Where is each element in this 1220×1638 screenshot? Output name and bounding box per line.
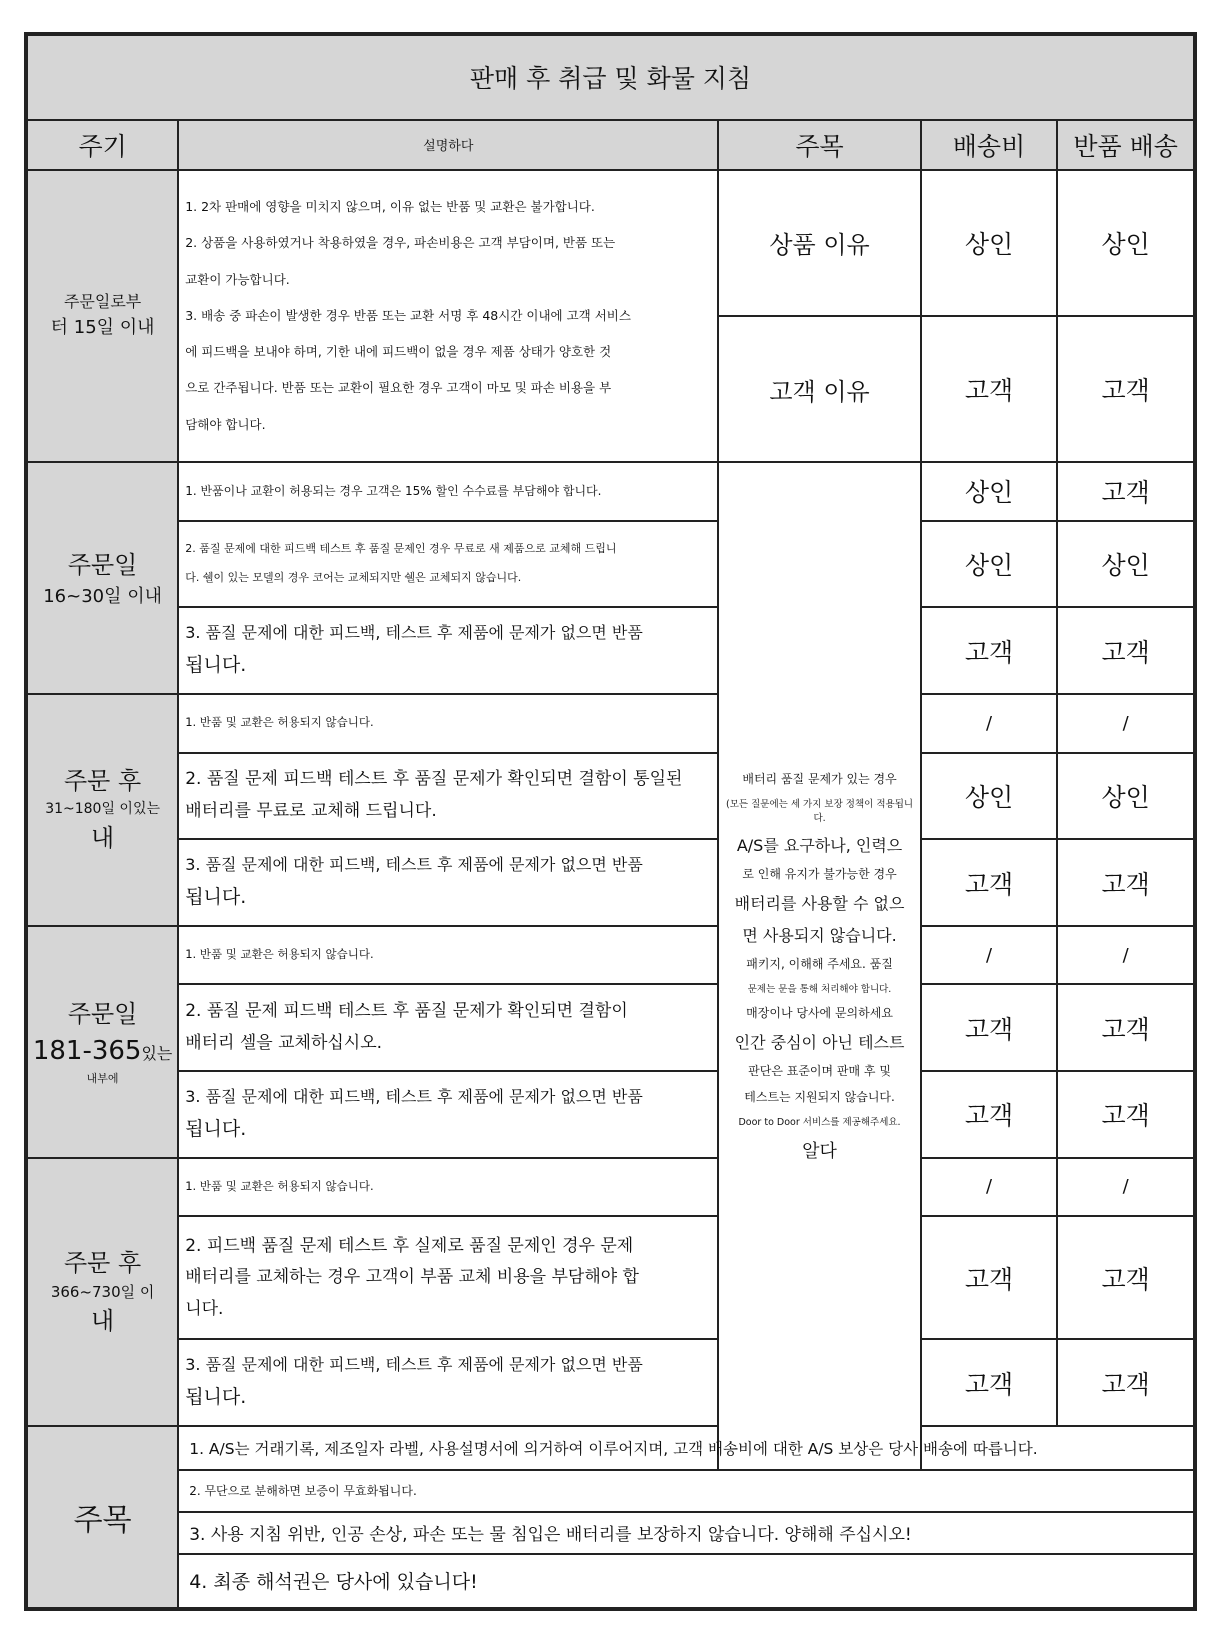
period-text: 16~30일 이내 — [43, 585, 162, 607]
description-cell: 1. 반품 및 교환은 허용되지 않습니다. — [178, 1158, 718, 1216]
description-line: 2. 품질 문제 피드백 테스트 후 품질 문제가 확인되면 결함이 통일된 — [185, 769, 683, 790]
description-line: 2. 품질 문제에 대한 피드백 테스트 후 품질 문제인 경우 무료로 새 제품으로 교체해 드립니 — [185, 542, 617, 556]
description-cell — [178, 753, 718, 840]
period-cell-31-180-days — [27, 694, 178, 926]
period-text: 내 — [91, 824, 115, 853]
description-cell: 1. 반품 및 교환은 허용되지 않습니다. — [178, 694, 718, 752]
period-text: 내부에 — [86, 1072, 119, 1086]
note-line: Door to Door 서비스를 제공해주세요. — [738, 1116, 901, 1128]
return-shipping-cell: 고객 — [1057, 607, 1194, 694]
shipping-fee-cell: / — [921, 1158, 1058, 1216]
period-cell-366-730-days — [27, 1158, 178, 1426]
policy-table-frame — [24, 32, 1197, 1611]
description-cell — [178, 170, 718, 462]
description-line: 3. 품질 문제에 대한 피드백, 테스트 후 제품에 문제가 없으면 반품 — [185, 855, 643, 875]
return-shipping-cell: 고객 — [1057, 839, 1194, 926]
description-line: 됩니다. — [185, 1386, 247, 1409]
header-description: 설명하다 — [178, 120, 718, 170]
footer-line: 3. 사용 지침 위반, 인공 손상, 파손 또는 물 침입은 배터리를 보장하지 않습니다. 양해해 주십시오! — [178, 1512, 1194, 1554]
shipping-fee-cell: 고객 — [921, 839, 1058, 926]
description-line: 3. 품질 문제에 대한 피드백, 테스트 후 제품에 문제가 없으면 반품 — [185, 623, 643, 643]
return-shipping-cell: 고객 — [1057, 984, 1194, 1071]
period-cell-15-days — [27, 170, 178, 462]
description-cell — [178, 839, 718, 926]
description-cell — [178, 1339, 718, 1426]
note-line: 매장이나 당사에 문의하세요 — [746, 1005, 893, 1020]
note-line: 문제는 문을 통해 처리해야 합니다. — [747, 983, 892, 995]
description-cell — [178, 1071, 718, 1158]
shipping-fee-cell: 상인 — [921, 521, 1058, 608]
return-shipping-cell: / — [1057, 926, 1194, 984]
description-cell: 1. 반품이나 교환이 허용되는 경우 고객은 15% 할인 수수료를 부담해야 합니다. — [178, 462, 718, 520]
note-cell: 고객 이유 — [718, 316, 920, 462]
description-line: 다. 쉘이 있는 모델의 경우 코어는 교체되지만 쉘은 교체되지 않습니다. — [185, 570, 522, 584]
period-text: 있는 — [141, 1044, 173, 1064]
shipping-fee-cell: 고객 — [921, 1216, 1058, 1339]
period-text: 주문 후 — [64, 767, 142, 796]
return-shipping-cell: 고객 — [1057, 1339, 1194, 1426]
return-shipping-cell: 상인 — [1057, 521, 1194, 608]
note-line: (모든 질문에는 세 가지 보장 정책이 적용됩니다. — [726, 798, 914, 824]
shipping-fee-cell: 고객 — [921, 1071, 1058, 1158]
description-line: 니다. — [185, 1298, 224, 1319]
note-cell: 상품 이유 — [718, 170, 920, 316]
footer-label: 주목 — [27, 1426, 178, 1608]
description-line: 3. 품질 문제에 대한 피드백, 테스트 후 제품에 문제가 없으면 반품 — [185, 1087, 643, 1107]
description-line: 배터리를 무료로 교체해 드립니다. — [185, 800, 437, 821]
shipping-fee-cell: 상인 — [921, 462, 1058, 520]
shipping-fee-cell: / — [921, 926, 1058, 984]
period-cell-181-365-days — [27, 926, 178, 1158]
footer-line: 2. 무단으로 분해하면 보증이 무효화됩니다. — [178, 1470, 1194, 1512]
period-text: 주문일 — [67, 1000, 138, 1029]
battery-policy-notes — [718, 462, 920, 1470]
description-line: 3. 배송 중 파손이 발생한 경우 반품 또는 교환 서명 후 48시간 이내에 고객 서비스 — [185, 307, 631, 323]
description-cell — [178, 607, 718, 694]
note-line: 로 인해 유지가 불가능한 경우 — [742, 866, 897, 881]
page-title: 판매 후 취급 및 화물 지침 — [27, 35, 1194, 120]
return-shipping-cell: 상인 — [1057, 753, 1194, 840]
after-sales-policy-table — [26, 34, 1195, 1609]
note-line: 면 사용되지 않습니다. — [742, 925, 897, 945]
description-line: 3. 품질 문제에 대한 피드백, 테스트 후 제품에 문제가 없으면 반품 — [185, 1355, 643, 1375]
description-line: 배터리를 교체하는 경우 고객이 부품 교체 비용을 부담해야 합 — [185, 1267, 639, 1288]
note-line: A/S를 요구하나, 인력으 — [736, 835, 903, 855]
return-shipping-cell: 고객 — [1057, 316, 1194, 462]
note-line: 배터리를 사용할 수 없으 — [734, 893, 905, 913]
description-line: 2. 피드백 품질 문제 테스트 후 실제로 품질 문제인 경우 문제 — [185, 1235, 634, 1256]
period-text: 내 — [91, 1307, 115, 1336]
period-cell-16-30-days — [27, 462, 178, 694]
description-line: 2. 품질 문제 피드백 테스트 후 품질 문제가 확인되면 결함이 — [185, 1001, 628, 1022]
description-line: 으로 간주됩니다. 반품 또는 교환이 필요한 경우 고객이 마모 및 파손 비용을 부 — [185, 380, 612, 396]
note-line: 배터리 품질 문제가 있는 경우 — [742, 771, 897, 786]
shipping-fee-cell: 고객 — [921, 607, 1058, 694]
description-line: 에 피드백을 보내야 하며, 기한 내에 피드백이 없을 경우 제품 상태가 양호한 것 — [185, 344, 612, 360]
header-shipping-fee: 배송비 — [921, 120, 1058, 170]
period-text: 31~180일 이있는 — [45, 801, 161, 818]
shipping-fee-cell: 고객 — [921, 984, 1058, 1071]
shipping-fee-cell: 고객 — [921, 1339, 1058, 1426]
shipping-fee-cell: 상인 — [921, 753, 1058, 840]
return-shipping-cell: / — [1057, 1158, 1194, 1216]
return-shipping-cell: / — [1057, 694, 1194, 752]
footer-line: 4. 최종 해석권은 당사에 있습니다! — [178, 1554, 1194, 1608]
shipping-fee-cell: 상인 — [921, 170, 1058, 316]
description-line: 1. 2차 판매에 영향을 미치지 않으며, 이유 없는 반품 및 교환은 불가합니다. — [185, 199, 595, 215]
description-line: 담해야 합니다. — [185, 416, 266, 432]
description-line: 됩니다. — [185, 1117, 247, 1140]
period-text: 주문 후 — [64, 1248, 142, 1277]
return-shipping-cell: 상인 — [1057, 170, 1194, 316]
description-cell — [178, 1216, 718, 1339]
note-line: 인간 중심이 아닌 테스트 — [734, 1032, 905, 1052]
description-line: 2. 상품을 사용하였거나 착용하였을 경우, 파손비용은 고객 부담이며, 반품 또는 — [185, 235, 616, 251]
note-line: 판단은 표준이며 판매 후 및 — [748, 1063, 891, 1078]
return-shipping-cell: 고객 — [1057, 1216, 1194, 1339]
note-line: 알다 — [802, 1140, 837, 1162]
description-cell: 1. 반품 및 교환은 허용되지 않습니다. — [178, 926, 718, 984]
description-line: 교환이 가능합니다. — [185, 271, 290, 287]
period-text: 366~730일 이 — [50, 1282, 155, 1301]
description-line: 됩니다. — [185, 885, 247, 908]
header-note: 주목 — [718, 120, 920, 170]
period-text: 주문일로부 — [63, 292, 142, 312]
header-period: 주기 — [27, 120, 178, 170]
footer-line: 1. A/S는 거래기록, 제조일자 라벨, 사용설명서에 의거하여 이루어지며, 고객 배송비에 대한 A/S 보상은 당사 배송에 따릅니다. — [178, 1426, 1194, 1470]
description-line: 됩니다. — [185, 653, 247, 676]
shipping-fee-cell: 고객 — [921, 316, 1058, 462]
period-text: 181-365 — [32, 1036, 142, 1067]
period-text: 주문일 — [67, 550, 138, 579]
return-shipping-cell: 고객 — [1057, 1071, 1194, 1158]
period-text: 터 15일 이내 — [50, 317, 155, 339]
return-shipping-cell: 고객 — [1057, 462, 1194, 520]
description-cell — [178, 521, 718, 608]
description-line: 배터리 셀을 교체하십시오. — [185, 1032, 383, 1053]
note-line: 패키지, 이해해 주세요. 품질 — [746, 956, 893, 971]
header-return-shipping: 반품 배송 — [1057, 120, 1194, 170]
shipping-fee-cell: / — [921, 694, 1058, 752]
note-line: 테스트는 지원되지 않습니다. — [744, 1089, 895, 1104]
description-cell — [178, 984, 718, 1071]
